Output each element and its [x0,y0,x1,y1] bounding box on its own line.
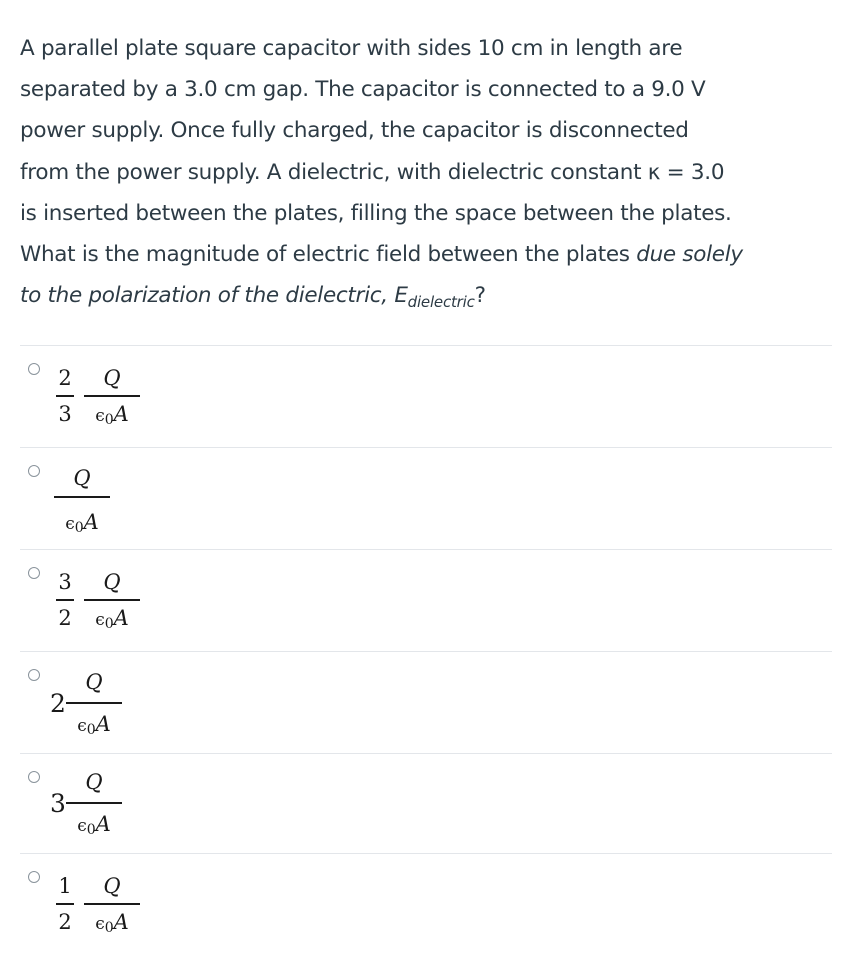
question-text [20,28,835,318]
question-line: to the polarization of the dielectric, $E_{dielectric}$? [20,283,486,312]
radio-button[interactable] [28,465,40,477]
answer-option-1[interactable]: 2 3 Q ϵ0A [20,345,832,448]
answer-option-3[interactable]: 3 2 Q ϵ0A [20,549,832,652]
answer-option-5[interactable]: 3 Q ϵ0A [20,753,832,854]
question-line: is inserted between the plates, filling the space between the plates. [20,200,732,226]
question-line: A parallel plate square capacitor with sides 10 cm in length are [20,36,683,61]
question-line: power supply. Once fully charged, the capacitor is disconnected [20,118,689,144]
radio-button[interactable] [28,567,40,579]
answer-option-4[interactable]: 2 Q ϵ0A [20,651,832,754]
question-line: What is the magnitude of electric field between the plates due solely [20,242,743,268]
answer-option-6[interactable]: 1 2 Q ϵ0A [20,853,832,954]
radio-button[interactable] [28,871,40,883]
radio-button[interactable] [28,363,40,375]
radio-button[interactable] [28,669,40,681]
question-line: separated by a 3.0 cm gap. The capacitor is connected to a 9.0 V [20,77,706,103]
radio-button[interactable] [28,771,40,783]
answer-option-2[interactable]: Q ϵ0A [20,447,832,550]
question-line: from the power supply. A dielectric, with dielectric constant κ = 3.0 [20,159,725,185]
